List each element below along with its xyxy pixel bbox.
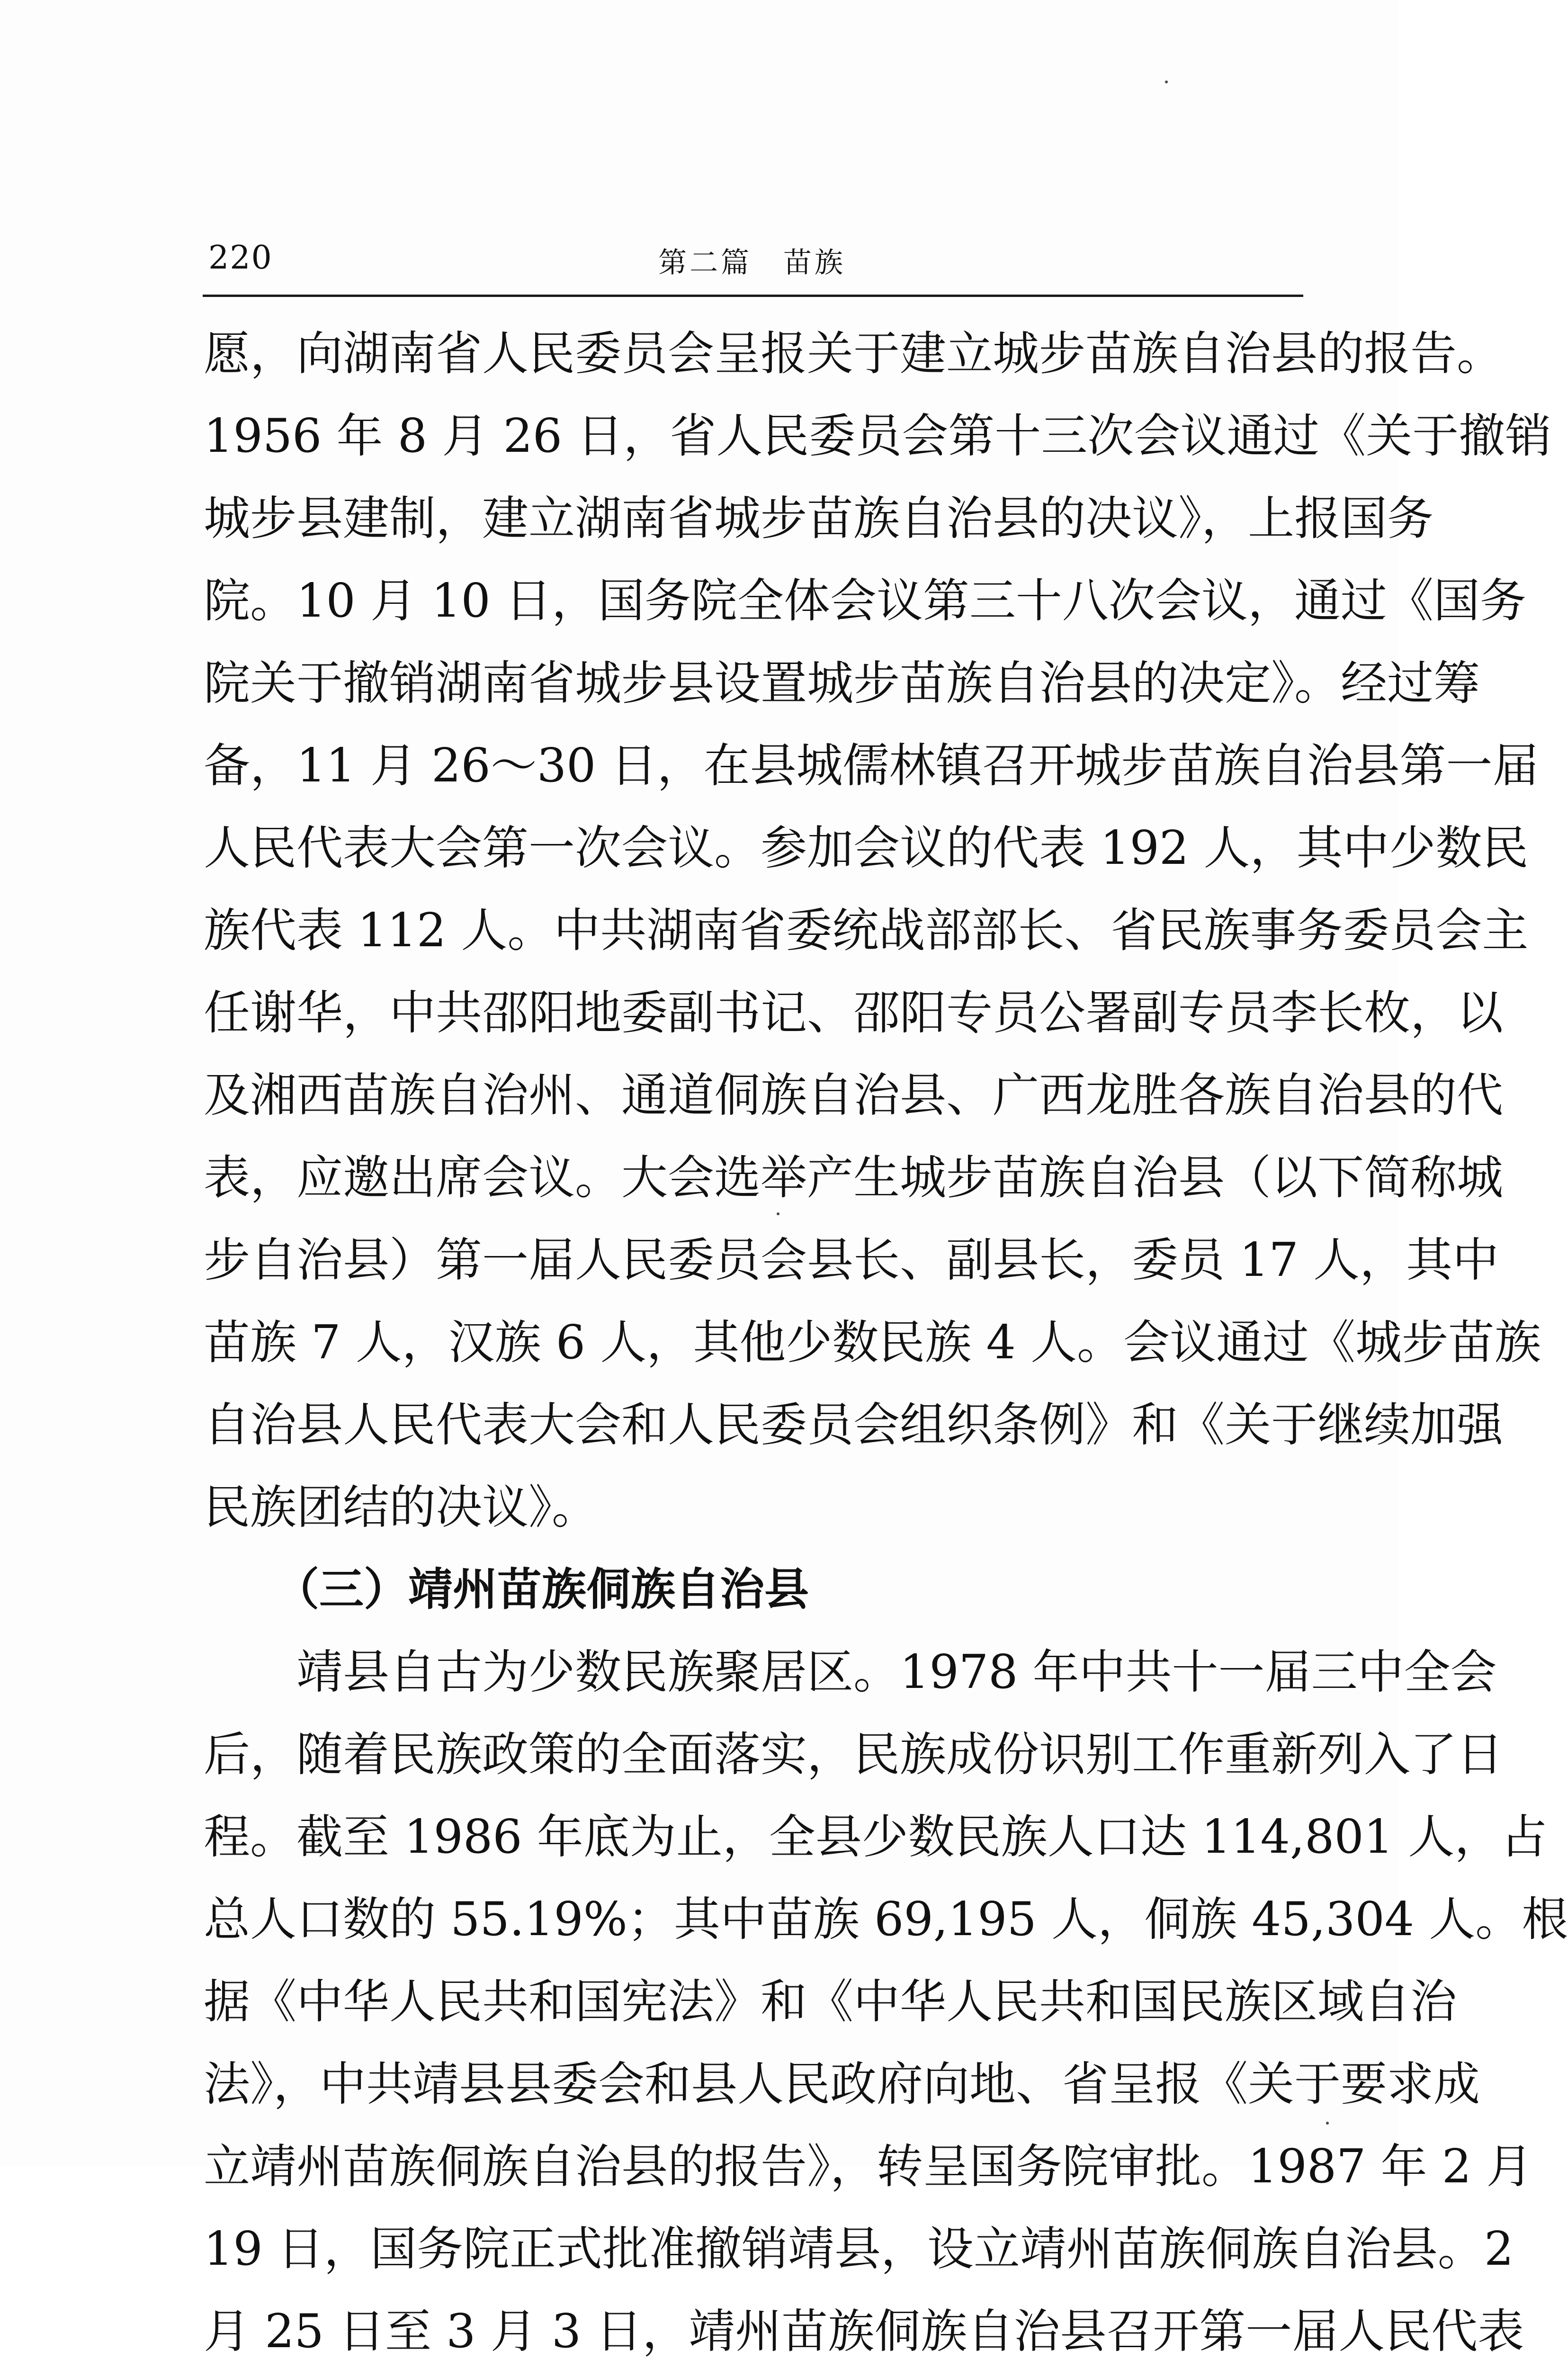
text-line: 据《中华人民共和国宪法》和《中华人民共和国民族区域自治 — [204, 1975, 1457, 2029]
text-line: 及湘西苗族自治州、通道侗族自治县、广西龙胜各族自治县的代 — [204, 1068, 1504, 1122]
paragraph-first-line: 靖县自古为少数民族聚居区。1978 年中共十一届三中全会 — [296, 1645, 1497, 1699]
header-rule — [203, 295, 1303, 297]
running-title: 第二篇 苗族 — [658, 246, 846, 279]
page-number: 220 — [208, 239, 273, 277]
body-text — [204, 313, 1568, 2368]
text-line: 任谢华，中共邵阳地委副书记、邵阳专员公署副专员李长枚，以 — [204, 986, 1504, 1040]
scan-speck — [1326, 2122, 1329, 2125]
text-line: 城步县建制，建立湖南省城步苗族自治县的决议》，上报国务 — [204, 492, 1434, 546]
text-line: 院关于撤销湖南省城步县设置城步苗族自治县的决定》。经过筹 — [204, 656, 1480, 710]
text-line: 步自治县）第一届人民委员会县长、副县长，委员 17 人，其中 — [204, 1233, 1499, 1287]
text-line: 立靖州苗族侗族自治县的报告》，转呈国务院审批。1987 年 2 月 — [204, 2140, 1533, 2194]
text-line: 苗族 7 人，汉族 6 人，其他少数民族 4 人。会议通过《城步苗族 — [204, 1316, 1541, 1370]
text-line: 族代表 112 人。中共湖南省委统战部部长、省民族事务委员会主 — [204, 904, 1529, 958]
text-line: 法》，中共靖县县委会和县人民政府向地、省呈报《关于要求成 — [204, 2057, 1480, 2111]
running-header — [204, 237, 1293, 289]
text-line: 19 日，国务院正式批准撤销靖县，设立靖州苗族侗族自治县。2 — [204, 2222, 1514, 2276]
scan-speck — [777, 1212, 780, 1215]
text-line: 人民代表大会第一次会议。参加会议的代表 192 人，其中少数民 — [204, 821, 1529, 875]
text-line: 月 25 日至 3 月 3 日，靖州苗族侗族自治县召开第一届人民代表 — [204, 2305, 1524, 2359]
text-line: 1956 年 8 月 26 日，省人民委员会第十三次会议通过《关于撤销 — [204, 409, 1552, 463]
section-heading: （三）靖州苗族侗族自治县 — [275, 1564, 809, 1615]
scan-speck — [1165, 81, 1168, 83]
text-line: 程。截至 1986 年底为止，全县少数民族人口达 114,801 人，占 — [204, 1810, 1548, 1864]
text-line: 备，11 月 26～30 日，在县城儒林镇召开城步苗族自治县第一届 — [204, 739, 1539, 793]
text-line: 表，应邀出席会议。大会选举产生城步苗族自治县（以下简称城 — [204, 1151, 1504, 1205]
text-line: 自治县人民代表大会和人民委员会组织条例》和《关于继续加强 — [204, 1398, 1504, 1452]
paragraph-end-line: 民族团结的决议》。 — [204, 1480, 599, 1534]
text-line: 院。10 月 10 日，国务院全体会议第三十八次会议，通过《国务 — [204, 574, 1526, 628]
text-line: 总人口数的 55.19%；其中苗族 69,195 人，侗族 45,304 人。根 — [204, 1893, 1568, 1946]
text-line: 愿，向湖南省人民委员会呈报关于建立城步苗族自治县的报告。 — [204, 327, 1504, 381]
text-line: 后，随着民族政策的全面落实，民族成份识别工作重新列入了日 — [204, 1728, 1504, 1782]
